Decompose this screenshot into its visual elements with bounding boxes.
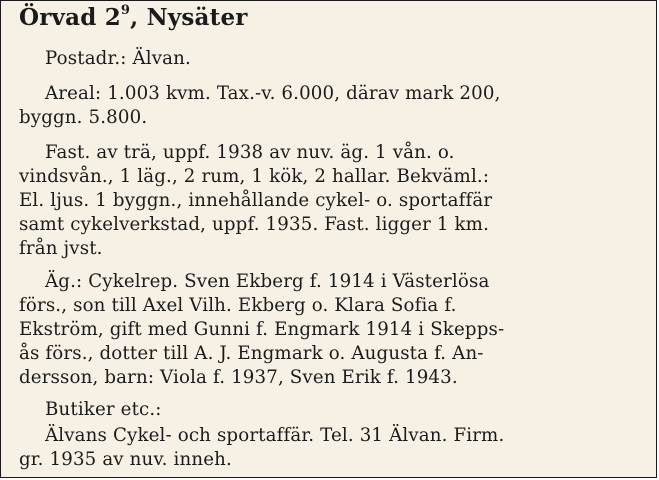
title-name: Örvad 2: [19, 4, 121, 31]
fast-line-4: samt cykelverkstad, uppf. 1935. Fast. ligger 1 km.: [19, 214, 490, 235]
areal-line-2: byggn. 5.800.: [19, 107, 148, 128]
fast-line-1: Fast. av trä, uppf. 1938 av nuv. äg. 1 vån. o.: [45, 142, 455, 163]
areal-line-1: Areal: 1.003 kvm. Tax.-v. 6.000, därav mark 200,: [45, 83, 501, 104]
title-superscript: 9: [120, 3, 131, 19]
fast-line-2: vindsvån., 1 läg., 2 rum, 1 kök, 2 hallar. Bekväml.:: [19, 166, 490, 187]
agare-line-4: ås förs., dotter till A. J. Engmark o. Augusta f. An-: [19, 343, 484, 364]
butiker-line-1: Älvans Cykel- och sportaffär. Tel. 31 Älvan. Firm.: [45, 425, 505, 446]
fast-line-5: från jvst.: [19, 238, 103, 259]
entry-title: [19, 4, 248, 31]
agare-line-3: Ekström, gift med Gunni f. Engmark 1914 i Skepps-: [19, 319, 505, 340]
agare-line-2: förs., son till Axel Vilh. Ekberg o. Klara Sofia f.: [19, 295, 457, 316]
butiker-heading: Butiker etc.:: [45, 399, 162, 420]
title-place: , Nysäter: [130, 4, 248, 31]
agare-line-5: dersson, barn: Viola f. 1937, Sven Erik f. 1943.: [19, 367, 458, 388]
fast-line-3: El. ljus. 1 byggn., innehållande cykel- o. sportaffär: [19, 190, 493, 211]
butiker-line-2: gr. 1935 av nuv. inneh.: [19, 449, 232, 470]
agare-line-1: Äg.: Cykelrep. Sven Ekberg f. 1914 i Västerlösa: [45, 271, 490, 292]
postadr-line: Postadr.: Älvan.: [45, 48, 191, 69]
